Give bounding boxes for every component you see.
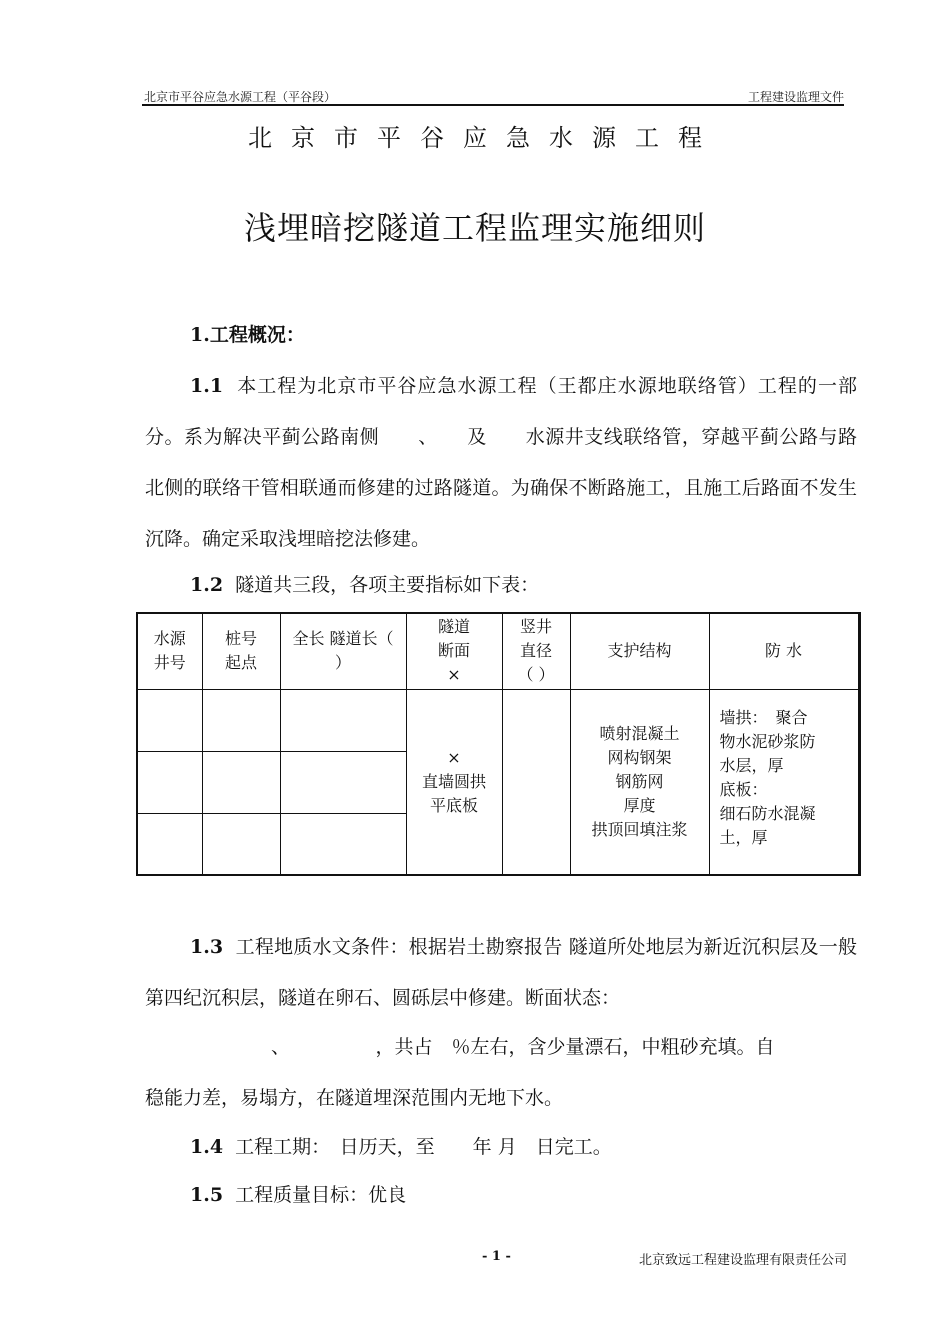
section-1-1-number: 1.1 — [190, 375, 224, 397]
section-1-1-text: 本工程为北京市平谷应急水源工程（王都庄水源地联络管）工程的一部分。系为解决平蓟公路南侧 、 及 水源井支线联络管，穿越平蓟公路与路北侧的联络干管相联通而修建的过路隧道。为确保不断路施工，且施工后路面不发生沉降。确定采取浅埋暗挖法修建。 — [145, 375, 857, 550]
section-1-3-text: 工程地质水文条件：根据岩土勘察报告 隧道所处地层为新近沉积层及一般第四纪沉积层，隧道在卵石、圆砾层中修建。断面状态： — [145, 936, 857, 1009]
table-cell — [202, 689, 280, 751]
section-1-2-text: 隧道共三段，各项主要指标如下表： — [235, 574, 540, 596]
section-1-4-text: 工程工期： 日历天，至 年 月 日完工。 — [235, 1136, 612, 1158]
section-1-4 — [145, 1122, 857, 1173]
shaft-cell — [502, 689, 570, 875]
col-header-waterproof: 防 水 — [709, 613, 859, 689]
table-row — [137, 689, 859, 751]
project-title: 北京市平谷应急水源工程 — [248, 124, 721, 152]
section-1-3-line2: 、 ，共占 ％左右，含少量漂石，中粗砂充填。自 — [271, 1036, 775, 1058]
header-rule — [142, 104, 844, 106]
col-header-section: 隧道断面× — [406, 613, 502, 689]
section-1-5 — [145, 1170, 857, 1221]
document-title: 浅埋暗挖隧道工程监理实施细则 — [243, 209, 706, 247]
table-cell — [280, 689, 406, 751]
waterproof-cell: 墙拱： 聚合 物水泥砂浆防 水层，厚 底板： 细石防水混凝 土，厚 — [709, 689, 859, 875]
col-header-well: 水源井号 — [137, 613, 202, 689]
section-1-2-number: 1.2 — [190, 574, 224, 596]
section-1-3-line3: 稳能力差，易塌方，在隧道埋深范围内无地下水。 — [145, 1087, 564, 1109]
table-cell — [137, 689, 202, 751]
header-project: 北京市平谷应急水源工程（平谷段） — [144, 90, 337, 104]
section-1-5-number: 1.5 — [190, 1184, 224, 1206]
table-header-row — [137, 613, 859, 689]
col-header-length: 全长 隧道长（ ） — [280, 613, 406, 689]
table-cell — [202, 751, 280, 813]
table-cell — [280, 751, 406, 813]
table-cell — [280, 813, 406, 875]
support-cell: 喷射混凝土 网构钢架 钢筋网 厚度 拱顶回填注浆 — [570, 689, 709, 875]
footer-company: 北京致远工程建设监理有限责任公司 — [638, 1253, 847, 1268]
section-cell: × 直墙圆拱 平底板 — [406, 689, 502, 875]
col-header-support: 支护结构 — [570, 613, 709, 689]
col-header-station: 桩号起点 — [202, 613, 280, 689]
section-1-2 — [145, 560, 857, 611]
header-doc-type: 工程建设监理文件 — [747, 90, 844, 104]
col-header-shaft: 竖井直径（ ） — [502, 613, 570, 689]
section-1-3-number: 1.3 — [190, 936, 224, 958]
table-cell — [137, 751, 202, 813]
tunnel-spec-table — [136, 612, 861, 876]
section-1-5-text: 工程质量目标：优良 — [235, 1184, 407, 1206]
section-1-heading: 1.工程概况： — [190, 324, 305, 346]
section-1-1 — [145, 361, 857, 565]
section-1-4-number: 1.4 — [190, 1136, 224, 1158]
table-cell — [202, 813, 280, 875]
table-cell — [137, 813, 202, 875]
section-1-3 — [145, 922, 857, 1024]
page-number: - 1 - — [482, 1249, 511, 1264]
